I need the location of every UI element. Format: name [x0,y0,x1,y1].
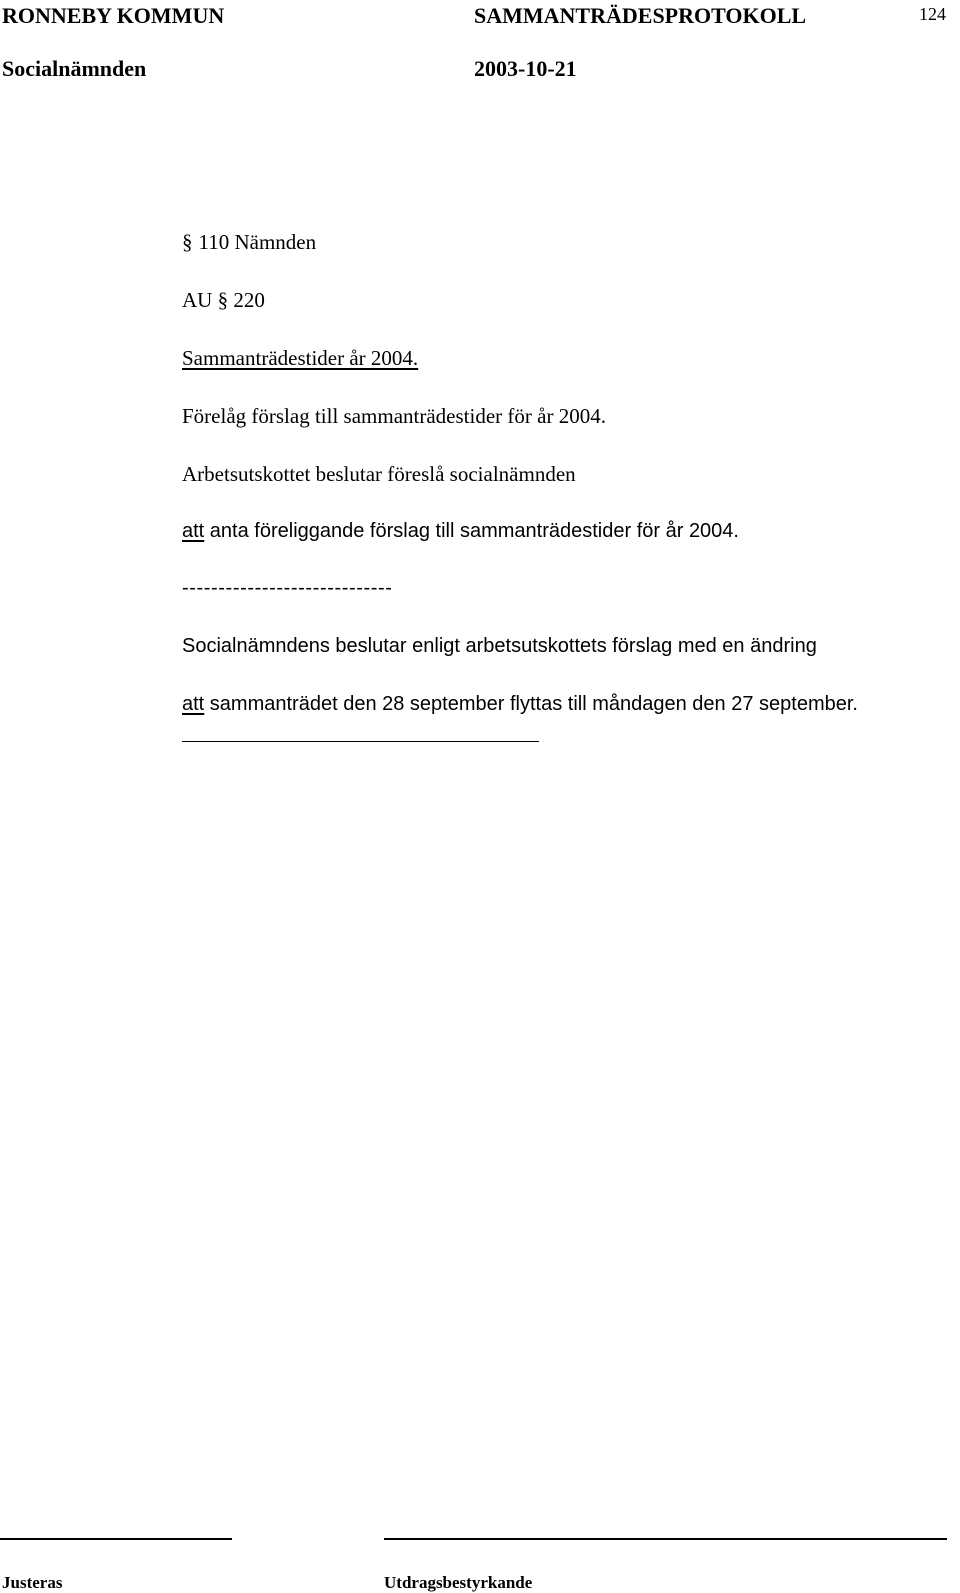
justeras-signature-line [0,1538,232,1540]
board-decision-text: Socialnämndens beslutar enligt arbetsutskottets förslag med en ändring [182,635,817,657]
decision-1-text: anta föreliggande förslag till sammanträdestider för år 2004. [204,520,739,542]
committee-decision-text: Arbetsutskottet beslutar föreslå socialnämnden [182,462,576,486]
proposal-text: Förelåg förslag till sammanträdestider för år 2004. [182,404,606,428]
utdragsbestyrkande-signature-line [384,1538,947,1540]
separator-dashes: ----------------------------- [182,577,393,599]
decision-1 [182,520,739,543]
justeras-label: Justeras [2,1573,63,1592]
decision-2 [182,693,858,716]
meeting-date: 2003-10-21 [474,56,577,81]
decision-2-text: sammanträdet den 28 september flyttas till måndagen den 27 september. [204,693,858,715]
section-title: 110 Nämnden [198,230,317,254]
committee-name: Socialnämnden [2,56,147,81]
utdragsbestyrkande-label: Utdragsbestyrkande [384,1573,533,1592]
document-type: SAMMANTRÄDESPROTOKOLL [474,3,807,28]
att-keyword: att [182,693,205,715]
end-of-section-rule [182,741,539,742]
att-keyword: att [182,520,205,542]
subject-heading: Sammanträdestider år 2004. [182,346,419,370]
page-number: 124 [919,4,946,24]
organization-name: RONNEBY KOMMUN [2,3,225,28]
au-reference: AU § 220 [182,288,265,312]
section-heading [182,230,316,255]
section-sign: § [182,230,193,254]
